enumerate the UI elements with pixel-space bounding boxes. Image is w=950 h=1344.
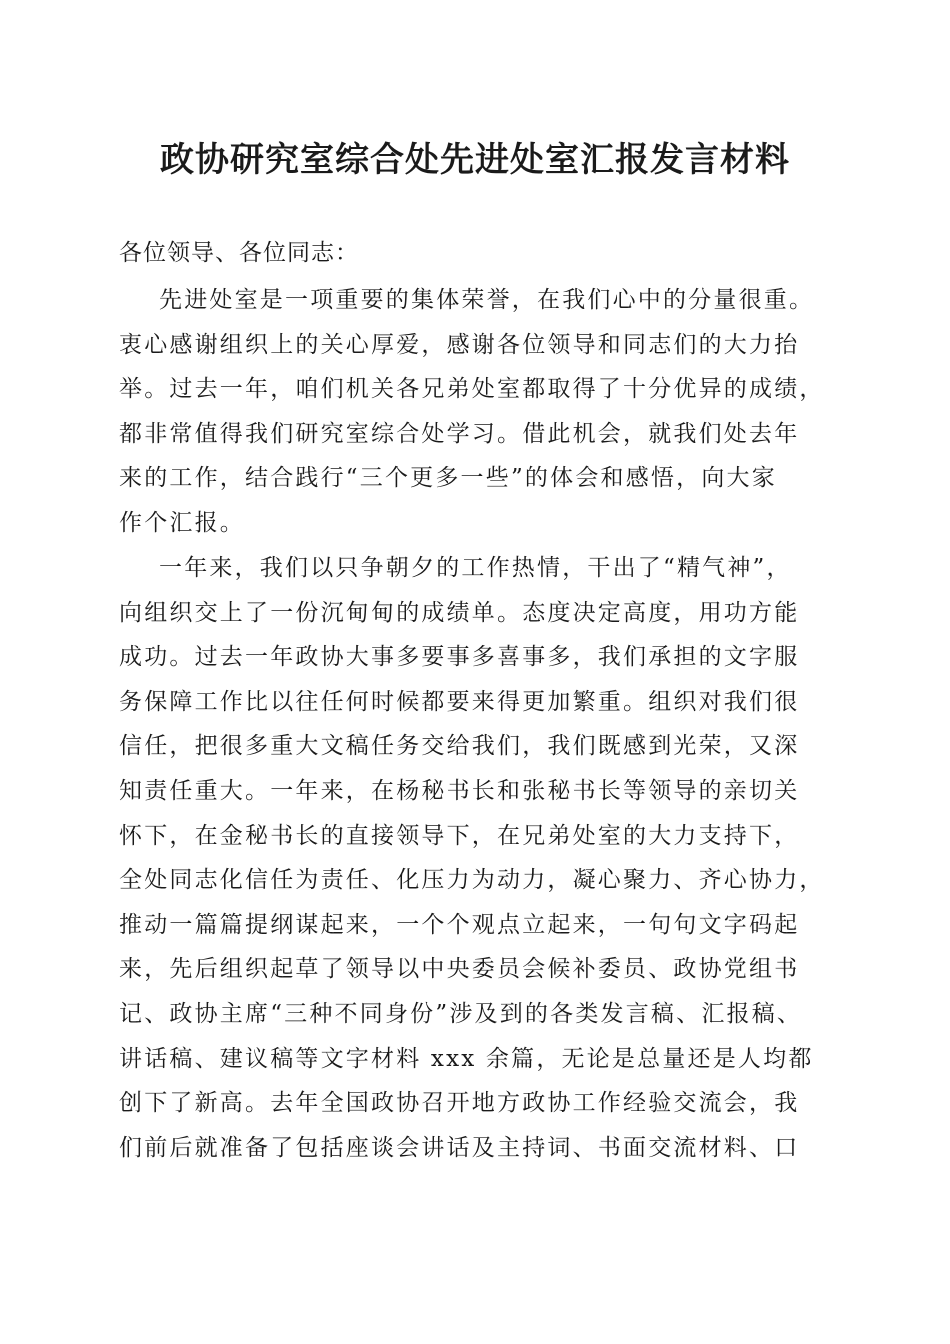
paragraph-line: 创下了新高。去年全国政协召开地方政协工作经验交流会，我 bbox=[119, 1090, 800, 1117]
salutation: 各位领导、各位同志： bbox=[119, 240, 359, 266]
paragraph-line: 向组织交上了一份沉甸甸的成绩单。态度决定高度，用功方能 bbox=[119, 599, 800, 626]
paragraph-line: 推动一篇篇提纲谋起来，一个个观点立起来，一句句文字码起 bbox=[119, 911, 800, 938]
paragraph-line: 信任，把很多重大文稿任务交给我们，我们既感到光荣，又深 bbox=[119, 733, 800, 760]
paragraph-line: 来，先后组织起草了领导以中央委员会候补委员、政协党组书 bbox=[119, 956, 800, 983]
paragraph-line: 全处同志化信任为责任、化压力为动力，凝心聚力、齐心协力， bbox=[119, 867, 825, 894]
paragraph-line: 作个汇报。 bbox=[119, 509, 245, 536]
paragraph-line: 先进处室是一项重要的集体荣誉，在我们心中的分量很重。 bbox=[159, 287, 815, 313]
paragraph-line: 举。过去一年，咱们机关各兄弟处室都取得了十分优异的成绩， bbox=[119, 376, 825, 403]
paragraph-line: 们前后就准备了包括座谈会讲话及主持词、书面交流材料、口 bbox=[119, 1134, 800, 1161]
paragraph-1 bbox=[119, 278, 839, 546]
paragraph-line: 记、政协主席“三种不同身份”涉及到的各类发言稿、汇报稿、 bbox=[119, 1000, 803, 1027]
paragraph-line: 怀下，在金秘书长的直接领导下，在兄弟处室的大力支持下， bbox=[119, 822, 800, 849]
paragraph-line: 都非常值得我们研究室综合处学习。借此机会，就我们处去年 bbox=[119, 420, 800, 447]
paragraph-line: 知责任重大。一年来，在杨秘书长和张秘书长等领导的亲切关 bbox=[119, 777, 800, 804]
document-title: 政协研究室综合处先进处室汇报发言材料 bbox=[160, 140, 790, 180]
paragraph-line: 衷心感谢组织上的关心厚爱，感谢各位领导和同志们的大力抬 bbox=[119, 331, 800, 358]
paragraph-line: 一年来，我们以只争朝夕的工作热情，干出了“精气神”， bbox=[159, 555, 792, 581]
paragraph-line: 务保障工作比以往任何时候都要来得更加繁重。组织对我们很 bbox=[119, 688, 800, 715]
paragraph-2 bbox=[119, 546, 839, 1170]
paragraph-line: 讲话稿、建议稿等文字材料 xxx 余篇，无论是总量还是人均都 bbox=[119, 1045, 814, 1072]
paragraph-line: 成功。过去一年政协大事多要事多喜事多，我们承担的文字服 bbox=[119, 644, 800, 671]
paragraph-line: 来的工作，结合践行“三个更多一些”的体会和感悟，向大家 bbox=[119, 465, 777, 492]
